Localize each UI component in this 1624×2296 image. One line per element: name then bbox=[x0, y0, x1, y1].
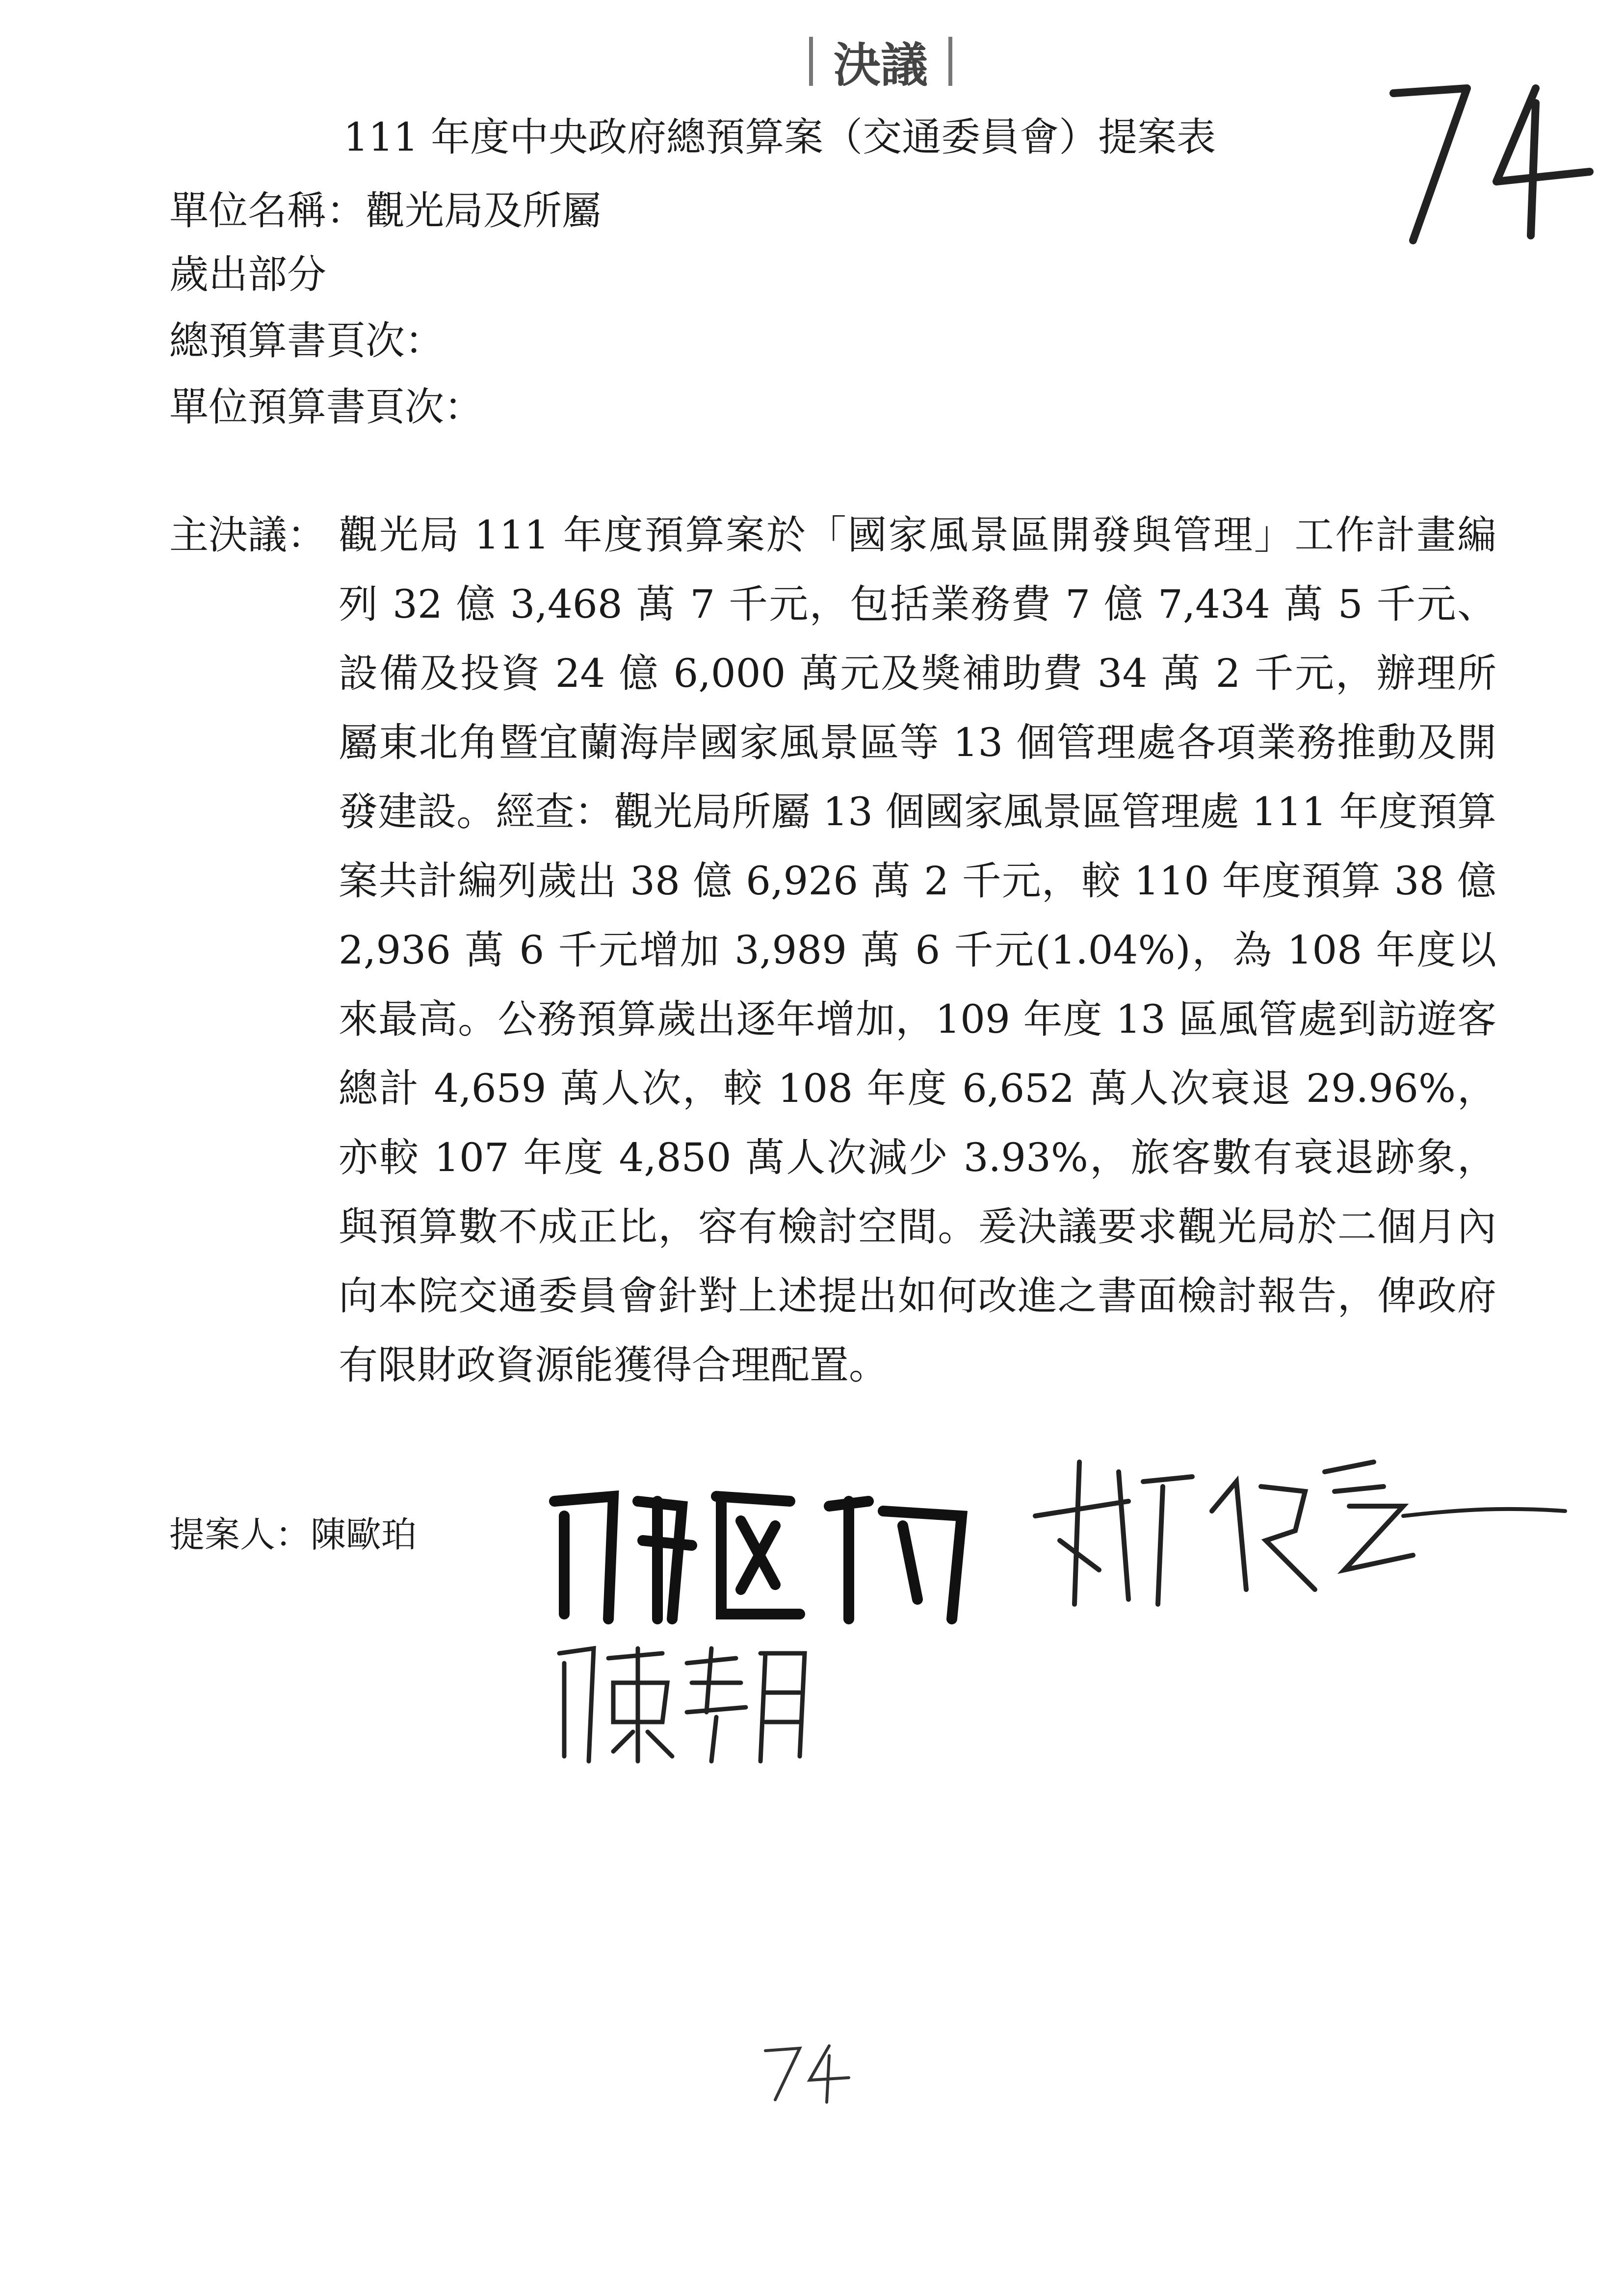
proposer-line: 提案人：陳歐珀 bbox=[169, 1514, 417, 1555]
stamp-text: 決議 bbox=[834, 37, 928, 93]
decision-label: 主決議： bbox=[169, 512, 326, 558]
unit-name: 單位名稱：觀光局及所屬 bbox=[169, 188, 601, 234]
signature-2 bbox=[1030, 1442, 1570, 1619]
signature-3 bbox=[550, 1634, 824, 1771]
stamp-bracket-right bbox=[948, 37, 952, 86]
unit-budget-page: 單位預算書頁次： bbox=[169, 384, 483, 430]
decision-text: 觀光局 111 年度預算案於「國家風景區開發與管理」工作計畫編列 32 億 3,468 萬 7 千元，包括業務費 7 億 7,434 萬 5 千元、設備及投資 24 億 6,000 萬元及獎補助費 34 萬 2 千元，辦理所屬東北角暨宜蘭海岸國家風景區等 13 個管理處各項業務推動及開發建設。經查：觀光局所屬 13 個國家風景區管理處 111 年度預算案共計編列歲出 38 億 6,926 萬 2 千元，較 110 年度預算 38 億 2,936 萬 6 千元增加 3,989 萬 6 千元(1.04%)，為 108 年度以來最高。公務預算歲出逐年增加，109 年度 13 區風管處到訪遊客總計 4,659 萬人次，較 108 年度 6,652 萬人次衰退 29.96%，亦較 107 年度 4,850 萬人次減少 3.93%，旅客數有衰退跡象，與預算數不成正比，容有檢討空間。爰決議要求觀光局於二個月內向本院交通委員會針對上述提出如何改進之書面檢討報告，俾政府有限財政資源能獲得合理配置。 bbox=[339, 512, 1496, 1388]
signature-1 bbox=[545, 1472, 986, 1639]
handwritten-page-number bbox=[1374, 74, 1604, 250]
page-title: 111 年度中央政府總預算案（交通委員會）提案表 bbox=[343, 114, 1216, 160]
section-label: 歲出部分 bbox=[169, 252, 326, 297]
decision-stamp bbox=[807, 27, 954, 96]
total-budget-page: 總預算書頁次： bbox=[169, 318, 444, 364]
stamp-bracket-left bbox=[809, 37, 813, 86]
handwritten-page-number-bottom bbox=[756, 2036, 854, 2105]
